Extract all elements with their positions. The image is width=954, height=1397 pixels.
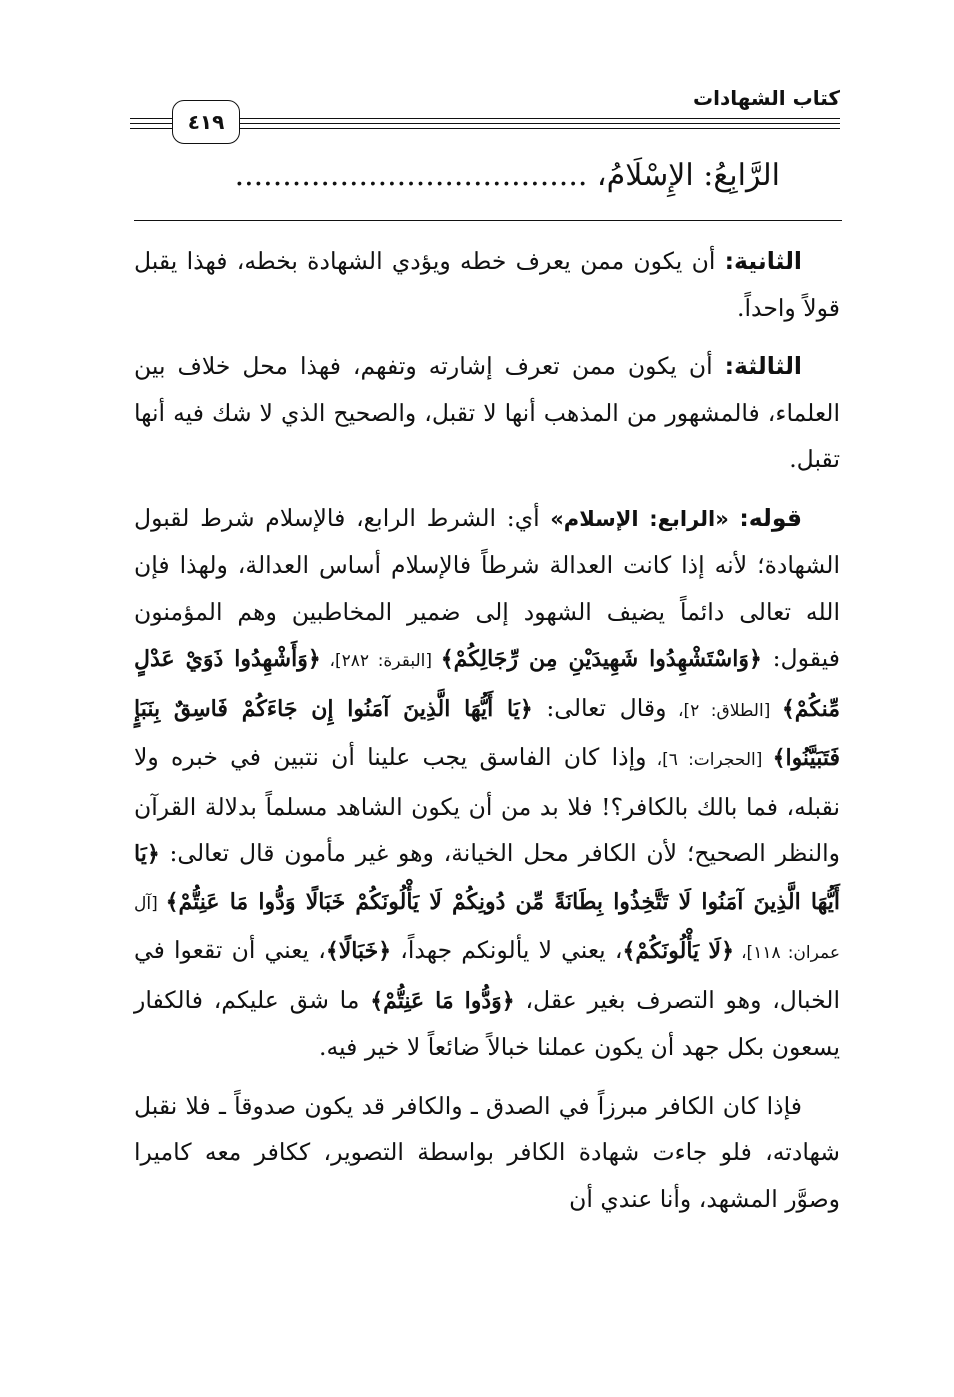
running-header [130,82,840,142]
paragraph-lead: قوله: [739,503,802,532]
page-number: ٤١٩ [172,100,240,144]
paragraph-text: أن يكون ممن تعرف إشارته وتفهم، فهذا محل خلاف بين العلماء، فالمشهور من المذهب أنها لا تقبل، والصحيح الذي لا شك فيه أنها تقبل. [134,352,840,473]
paragraph-text: ما شق عليكم، فالكفار يسعون بكل جهد أن يكون عملنا خبالاً ضائعاً لا خير فيه. [134,985,840,1061]
paragraph-text: ، يعني أن تقعوا في الخبال، وهو التصرف بغير عقل، [134,936,840,1014]
paragraph-third [134,343,840,483]
paragraph-lead: الثالثة: [724,352,802,380]
quran-verse: ﴿وَأَشْهِدُوا ذَوَيْ عَدْلٍ مِّنكُمْ﴾ [134,646,840,722]
quran-verse: ﴿خَبَالًا﴾ [325,938,392,964]
verse-reference: [البقرة: ٢٨٢]، [320,651,441,671]
paragraph-text: أن يكون ممن يعرف خطه ويؤدي الشهادة بخطه، فهذا يقبل قولاً واحداً. [134,247,840,322]
paragraph-text: ، يعني لا يألونكم جهداً، [391,936,623,964]
quran-verse: ﴿لَا يَأْلُونَكُمْ﴾ [622,938,734,964]
verse-reference: [الطلاق: ٢]، [666,700,782,721]
quran-verse: ﴿وَدُّوا مَا عَنِتُّمْ﴾ [370,987,515,1014]
paragraph-text: وإذا كان الفاسق يجب علينا أن نتبين في خبره ولا نقبله، فما بالك بالكافر؟! فلا بد من أن يكون الشاهد مسلماً بدلالة القرآن والنظر الصحيح؛ لأن الكافر محل الخيانة، وهو غير مأمون قال تعالى: [134,743,840,867]
quran-verse: ﴿يَا أَيُّهَا الَّذِينَ آمَنُوا لَا تَتَّخِذُوا بِطَانَةً مِّن دُونِكُمْ لَا يَأْلُونَكُمْ خَبَالًا وَدُّوا مَا عَنِتُّمْ﴾ [134,841,840,915]
paragraph-text: فإذا كان الكافر مبرزاً في الصدق ـ والكافر قد يكون صدوقاً ـ فلا نقبل شهادته، فلو جاءت شهادة الكافر بواسطة التصوير، ككافر معه كاميرا وصوَّر المشهد، وأنا عندي أن [134,1091,840,1213]
paragraph-text: أي: الشرط الرابع، فالإسلام شرط لقبول الشهادة؛ لأنه إذا كانت العدالة شرطاً فالإسلام أساس العدالة، ولهذا فإن الله تعالى دائماً يضيف الشهود إلى ضمير المخاطبين وهم المؤمنون فيقول: [134,503,840,672]
paragraph-continuation [134,1083,840,1223]
quran-verse: ﴿وَاسْتَشْهِدُوا شَهِيدَيْنِ مِن رِّجَالِكُمْ﴾ [440,646,762,672]
book-title: كتاب الشهادات [692,86,840,110]
verse-reference: [آل عمران: ١١٨]، [134,893,840,963]
paragraph-second [134,238,840,331]
section-separator [134,220,842,221]
paragraph-text: وقال تعالى: [532,693,667,722]
paragraph-lead: الثانية: [724,247,802,275]
quran-verse: ﴿يَا أَيُّهَا الَّذِينَ آمَنُوا إِن جَاءَكُمْ فَاسِقٌ بِنَبَإٍ فَتَبَيَّنُوا﴾ [134,695,841,771]
matn-quote: «الرابع: الإسلام» [539,506,740,531]
matn-heading: الرَّابِعُ: الإِسْلَامُ، ..................................... [234,158,780,193]
commentary-body [134,238,840,1234]
paragraph-commentary [134,495,840,1071]
verse-reference: [الحجرات: ٦]، [646,750,773,770]
